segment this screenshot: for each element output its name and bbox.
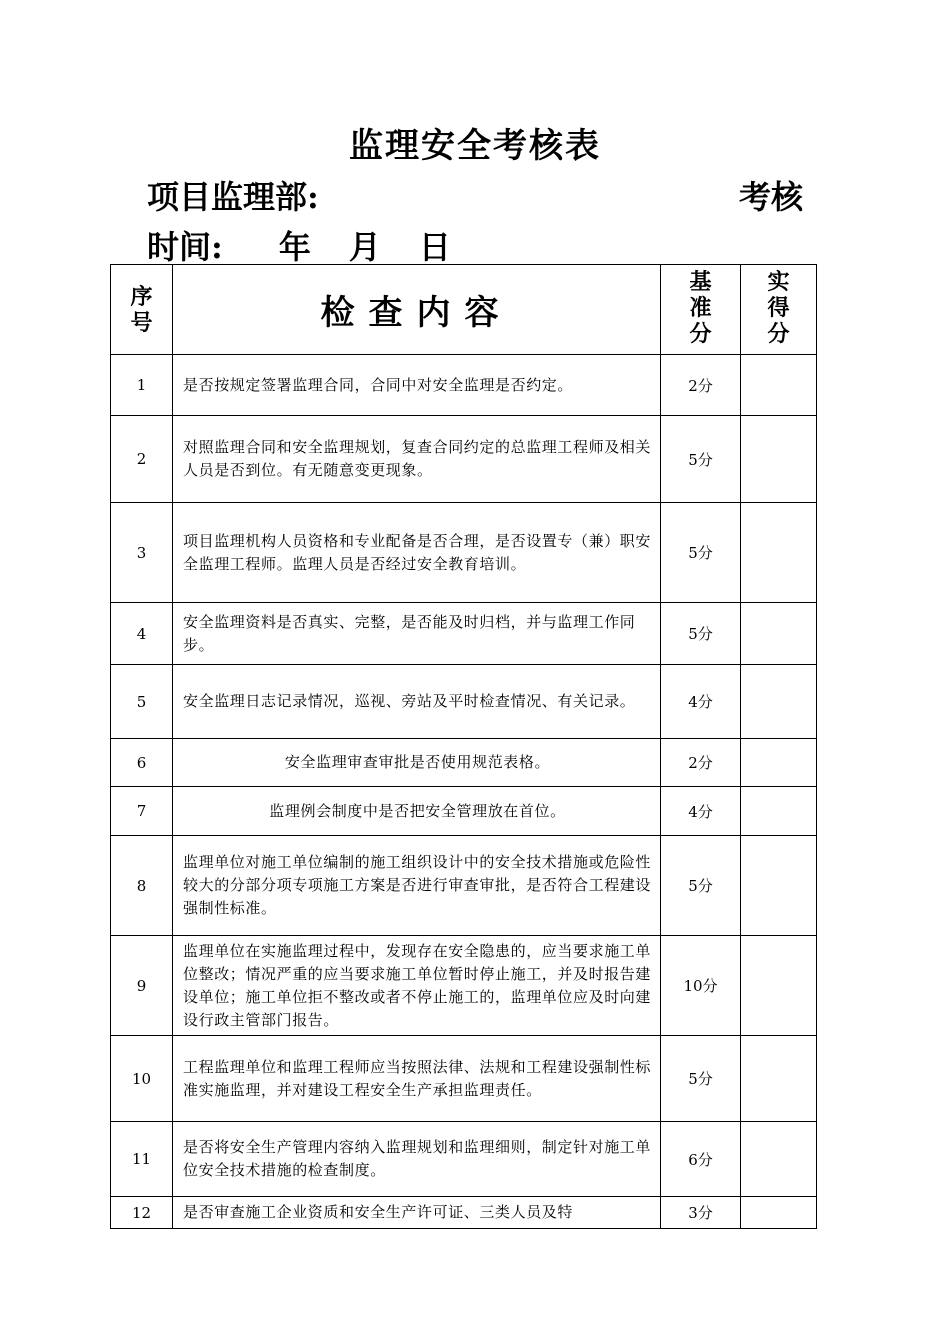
- table-row: [111, 416, 817, 503]
- header-content: 检查内容: [173, 265, 661, 355]
- row-number-cell: 6: [111, 739, 173, 787]
- year-label: 年: [278, 228, 311, 266]
- base-score-cell: 2分: [661, 739, 741, 787]
- inspection-content-cell: 是否审查施工企业资质和安全生产许可证、三类人员及特: [173, 1197, 661, 1229]
- base-score-cell: 5分: [661, 416, 741, 503]
- row-number-cell: 3: [111, 503, 173, 603]
- row-number-cell: 1: [111, 355, 173, 416]
- row-number-cell: 11: [111, 1122, 173, 1197]
- header-actual-score: 实得分: [741, 265, 817, 355]
- row-number-cell: 7: [111, 787, 173, 836]
- table-row: [111, 1197, 817, 1229]
- header-base-score: 基准分: [661, 265, 741, 355]
- actual-score-cell[interactable]: [741, 603, 817, 665]
- base-score-cell: 5分: [661, 836, 741, 936]
- inspection-content-cell: 项目监理机构人员资格和专业配备是否合理，是否设置专（兼）职安全监理工程师。监理人员是否经过安全教育培训。: [173, 503, 661, 603]
- inspection-content-cell: 安全监理资料是否真实、完整，是否能及时归档，并与监理工作同步。: [173, 603, 661, 665]
- actual-score-cell[interactable]: [741, 836, 817, 936]
- inspection-content-cell: 监理例会制度中是否把安全管理放在首位。: [173, 787, 661, 836]
- actual-score-cell[interactable]: [741, 1197, 817, 1229]
- actual-score-cell[interactable]: [741, 787, 817, 836]
- header-line-2: [147, 222, 451, 268]
- time-label: 时间:: [147, 228, 223, 266]
- base-score-cell: 5分: [661, 1036, 741, 1122]
- inspection-content-cell: 工程监理单位和监理工程师应当按照法律、法规和工程建设强制性标准实施监理，并对建设工程安全生产承担监理责任。: [173, 1036, 661, 1122]
- row-number-cell: 10: [111, 1036, 173, 1122]
- table-row: [111, 836, 817, 936]
- base-score-cell: 4分: [661, 665, 741, 739]
- inspection-content-cell: 是否将安全生产管理内容纳入监理规划和监理细则，制定针对施工单位安全技术措施的检查制度。: [173, 1122, 661, 1197]
- actual-score-cell[interactable]: [741, 936, 817, 1036]
- inspection-content-cell: 安全监理审查审批是否使用规范表格。: [173, 739, 661, 787]
- exam-label: 考核: [738, 178, 803, 216]
- document-title: 监理安全考核表: [349, 126, 601, 166]
- base-score-cell: 10分: [661, 936, 741, 1036]
- base-score-cell: 3分: [661, 1197, 741, 1229]
- base-score-cell: 6分: [661, 1122, 741, 1197]
- table-row: [111, 1036, 817, 1122]
- table-header-row: [111, 265, 817, 355]
- actual-score-cell[interactable]: [741, 503, 817, 603]
- row-number-cell: 2: [111, 416, 173, 503]
- row-number-cell: 4: [111, 603, 173, 665]
- day-label: 日: [418, 228, 451, 266]
- table-row: [111, 1122, 817, 1197]
- base-score-cell: 4分: [661, 787, 741, 836]
- table-row: [111, 503, 817, 603]
- row-number-cell: 8: [111, 836, 173, 936]
- table-row: [111, 739, 817, 787]
- inspection-table: [110, 264, 817, 1229]
- table-row: [111, 355, 817, 416]
- actual-score-cell[interactable]: [741, 665, 817, 739]
- row-number-cell: 9: [111, 936, 173, 1036]
- row-number-cell: 12: [111, 1197, 173, 1229]
- header-line-1: [147, 172, 803, 218]
- table-row: [111, 787, 817, 836]
- table-row: [111, 665, 817, 739]
- actual-score-cell[interactable]: [741, 355, 817, 416]
- row-number-cell: 5: [111, 665, 173, 739]
- actual-score-cell[interactable]: [741, 1036, 817, 1122]
- inspection-content-cell: 监理单位在实施监理过程中，发现存在安全隐患的，应当要求施工单位整改；情况严重的应当要求施工单位暂时停止施工，并及时报告建设单位；施工单位拒不整改或者不停止施工的，监理单位应及时向建设行政主管部门报告。: [173, 936, 661, 1036]
- actual-score-cell[interactable]: [741, 416, 817, 503]
- table-row: [111, 603, 817, 665]
- actual-score-cell[interactable]: [741, 1122, 817, 1197]
- inspection-content-cell: 监理单位对施工单位编制的施工组织设计中的安全技术措施或危险性较大的分部分项专项施工方案是否进行审查审批，是否符合工程建设强制性标准。: [173, 836, 661, 936]
- month-label: 月: [348, 228, 381, 266]
- base-score-cell: 5分: [661, 503, 741, 603]
- header-no: 序号: [111, 265, 173, 355]
- table-row: [111, 936, 817, 1036]
- base-score-cell: 5分: [661, 603, 741, 665]
- inspection-content-cell: 安全监理日志记录情况，巡视、旁站及平时检查情况、有关记录。: [173, 665, 661, 739]
- base-score-cell: 2分: [661, 355, 741, 416]
- inspection-content-cell: 对照监理合同和安全监理规划，复查合同约定的总监理工程师及相关人员是否到位。有无随意变更现象。: [173, 416, 661, 503]
- inspection-content-cell: 是否按规定签署监理合同，合同中对安全监理是否约定。: [173, 355, 661, 416]
- dept-label: 项目监理部:: [147, 178, 319, 216]
- actual-score-cell[interactable]: [741, 739, 817, 787]
